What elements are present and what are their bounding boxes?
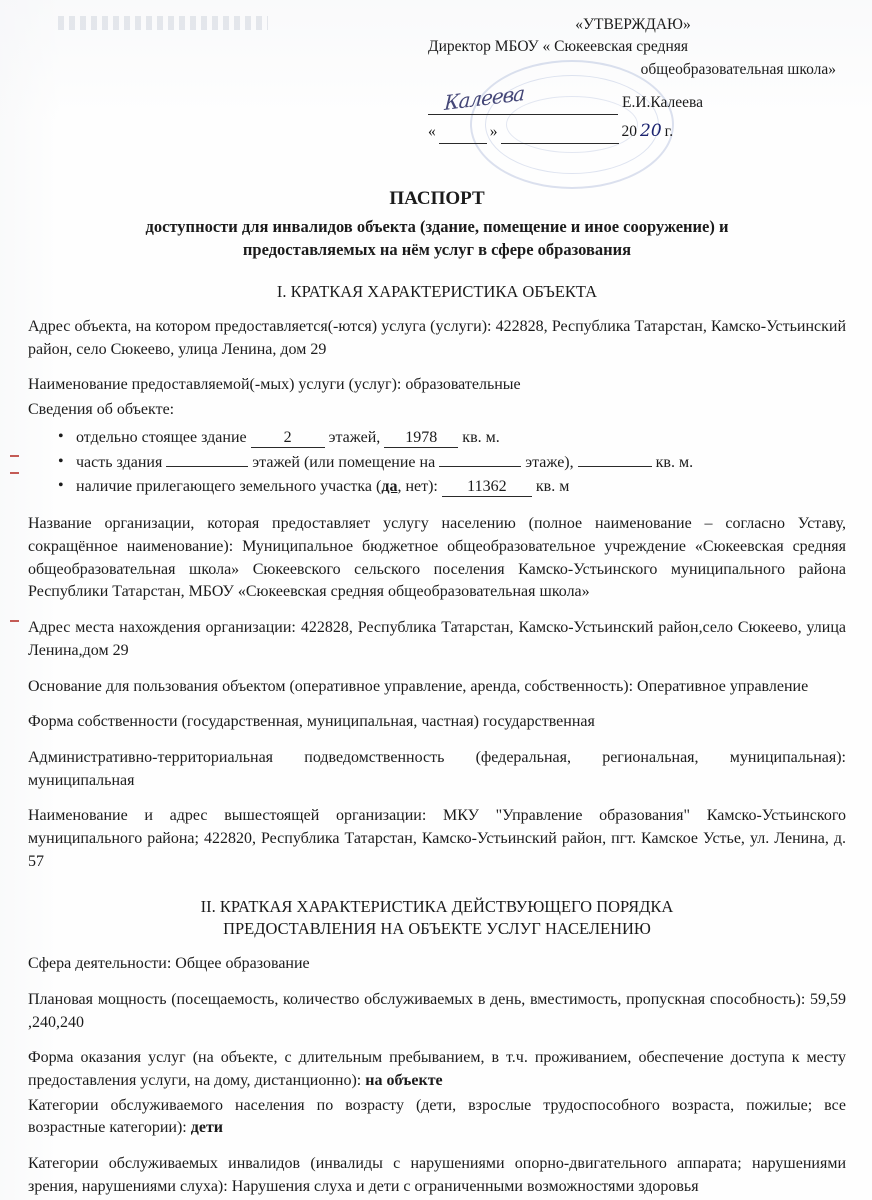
bullet-3-prefix: наличие прилегающего земельного участка ( bbox=[76, 478, 382, 496]
month-blank bbox=[501, 129, 619, 144]
object-bullet-list bbox=[28, 426, 846, 500]
categories-paragraph bbox=[28, 1095, 846, 1140]
disabled-categories-paragraph bbox=[28, 1153, 846, 1198]
service-paragraph bbox=[28, 374, 846, 397]
bullet-2-mid2: этаже), bbox=[525, 453, 574, 471]
service-form-label: Форма оказания услуг (на объекте, с длительным пребыванием, в т.ч. проживанием, обеспечение доступа к месту предоставления услуги, на дому, дистанционно): bbox=[28, 1049, 846, 1089]
disabled-categories-label: Категории обслуживаемых инвалидов (инвалиды с нарушениями опорно-двигательного аппарата; нарушениями зрения, нарушениями слуха): bbox=[28, 1155, 846, 1195]
bullet-1-area: 1978 bbox=[384, 430, 458, 448]
approve-word: «УТВЕРЖДАЮ» bbox=[575, 16, 691, 33]
disabled-categories-value: Нарушения слуха и дети с ограниченными возможностями здоровья bbox=[231, 1177, 699, 1195]
section-2-heading-line2: ПРЕДОСТАВЛЕНИЯ НА ОБЪЕКТЕ УСЛУГ НАСЕЛЕНИЮ bbox=[223, 918, 651, 938]
date-quote-open: « bbox=[428, 123, 436, 141]
bullet-2-floors bbox=[166, 466, 248, 467]
capacity-paragraph bbox=[28, 989, 846, 1034]
service-label: Наименование предоставляемой(-мых) услуги (услуг): bbox=[28, 376, 402, 394]
document-subtitle-line1: доступности для инвалидов объекта (здание, помещение и иное сооружение) и bbox=[145, 216, 729, 236]
org-address-label: Адрес места нахождения организации: bbox=[28, 619, 296, 637]
service-form-paragraph bbox=[28, 1047, 846, 1092]
bullet-2-area bbox=[578, 466, 652, 467]
bullet-3-suffix: кв. м bbox=[535, 478, 570, 496]
approval-block bbox=[428, 14, 838, 144]
capacity-value: 59,59 ,240,240 bbox=[28, 990, 847, 1031]
list-item bbox=[74, 475, 846, 500]
org-address-value: 422828, Республика Татарстан, Камско-Устьинский район,село Сюкеево, улица Ленина,дом 29 bbox=[28, 619, 847, 659]
section-1-heading: I. КРАТКАЯ ХАРАКТЕРИСТИКА ОБЪЕКТА bbox=[276, 281, 598, 301]
basis-value: Оперативное управление bbox=[637, 677, 809, 695]
margin-mark bbox=[10, 620, 19, 622]
org-name-label: Название организации, которая предоставляет услугу населению (полное наименование – согласно Уставу, сокращённое наименование): bbox=[28, 515, 846, 555]
handwritten-signature: Калеева bbox=[443, 80, 525, 115]
document-title: ПАСПОРТ bbox=[389, 187, 485, 209]
date-quote-close: » bbox=[489, 123, 498, 141]
list-item bbox=[74, 426, 846, 451]
bullet-1-mid: этажей, bbox=[328, 428, 381, 446]
parent-org-value: МКУ "Управление образования" Камско-Устьинского муниципального района; 422820, Республика Татарстан, Камско-Устьинский район, пгт. Камское Устье, ул. Ленина, д. 57 bbox=[28, 807, 846, 870]
bullet-3-area: 11362 bbox=[442, 479, 532, 497]
parent-org-label: Наименование и адрес вышестоящей организации: bbox=[28, 807, 427, 825]
service-form-value: на объекте bbox=[365, 1071, 443, 1089]
capacity-label: Плановая мощность (посещаемость, количество обслуживаемых в день, вместимость, пропускная способность): bbox=[28, 990, 806, 1008]
basis-paragraph bbox=[28, 676, 846, 699]
bullet-1-suffix: кв. м. bbox=[462, 428, 500, 446]
address-value: 422828, Республика Татарстан, Камско-Устьинский район, село Сюкеево, улица Ленина, дом 29 bbox=[28, 317, 847, 358]
section-2-heading-line1: II. КРАТКАЯ ХАРАКТЕРИСТИКА ДЕЙСТВУЮЩЕГО ПОРЯДКА bbox=[200, 896, 674, 916]
categories-value: дети bbox=[190, 1119, 224, 1137]
activity-label: Сфера деятельности: bbox=[28, 955, 172, 973]
categories-label: Категории обслуживаемого населения по возрасту (дети, взрослые трудоспособного возраста, пожилые; все возрастные категории): bbox=[28, 1096, 846, 1137]
director-line: Директор МБОУ « Сюкеевская средняя bbox=[428, 38, 688, 56]
bullet-2-mid1: этажей (или помещение на bbox=[252, 453, 436, 471]
signature-row bbox=[428, 80, 838, 115]
org-name-paragraph bbox=[28, 513, 846, 604]
subordination-paragraph bbox=[28, 747, 846, 792]
bullet-3-yes: да bbox=[381, 478, 398, 496]
activity-value: Общее образование bbox=[175, 955, 310, 973]
org-name-value: Муниципальное бюджетное общеобразовательное учреждение «Сюкеевская средняя общеобразовательная школа» Сюкеевского сельского поселения Камско-Устьинского муниципального района Республики Татарстан, МБОУ «Сюкеевская средняя общеобразовательная школа» bbox=[28, 537, 846, 601]
ownership-value: государственная bbox=[482, 713, 595, 731]
margin-mark bbox=[10, 472, 19, 474]
object-info-label: Сведения об объекте: bbox=[28, 401, 175, 419]
year-suffix: г. bbox=[664, 123, 674, 141]
subordination-value: муниципальная bbox=[28, 771, 135, 789]
ownership-label: Форма собственности (государственная, муниципальная, частная) bbox=[28, 713, 479, 731]
document-content bbox=[28, 14, 846, 1199]
director-name: Е.И.Калеева bbox=[622, 94, 704, 112]
margin-mark bbox=[10, 455, 19, 457]
bullet-2-suffix: кв. м. bbox=[655, 453, 694, 471]
year-prefix: 20 bbox=[621, 123, 637, 141]
date-row bbox=[428, 119, 838, 144]
basis-label: Основание для пользования объектом (оперативное управление, аренда, собственность): bbox=[28, 677, 634, 695]
school-line: общеобразовательная школа» bbox=[640, 60, 836, 78]
org-address-paragraph bbox=[28, 617, 846, 662]
address-paragraph bbox=[28, 316, 846, 361]
bullet-2-floor-no bbox=[439, 466, 521, 467]
list-item bbox=[74, 451, 846, 476]
bullet-3-no: , нет): bbox=[397, 478, 438, 496]
address-label: Адрес объекта, на котором предоставляется(-ются) услуга (услуги): bbox=[28, 317, 492, 335]
subordination-label: Административно-территориальная подведомственность (федеральная, региональная, муниципальная): bbox=[28, 748, 846, 766]
activity-paragraph bbox=[28, 953, 846, 976]
bullet-1-prefix: отдельно стоящее здание bbox=[76, 428, 247, 446]
year-handwritten: 20 bbox=[640, 120, 662, 141]
document-subtitle-line2: предоставляемых на нём услуг в сфере образования bbox=[242, 239, 632, 259]
day-blank bbox=[439, 129, 487, 144]
bullet-1-floors: 2 bbox=[251, 430, 325, 448]
bullet-2-prefix: часть здания bbox=[76, 453, 163, 471]
ownership-paragraph bbox=[28, 711, 846, 734]
parent-org-paragraph bbox=[28, 805, 846, 873]
service-value: образовательные bbox=[405, 376, 521, 394]
